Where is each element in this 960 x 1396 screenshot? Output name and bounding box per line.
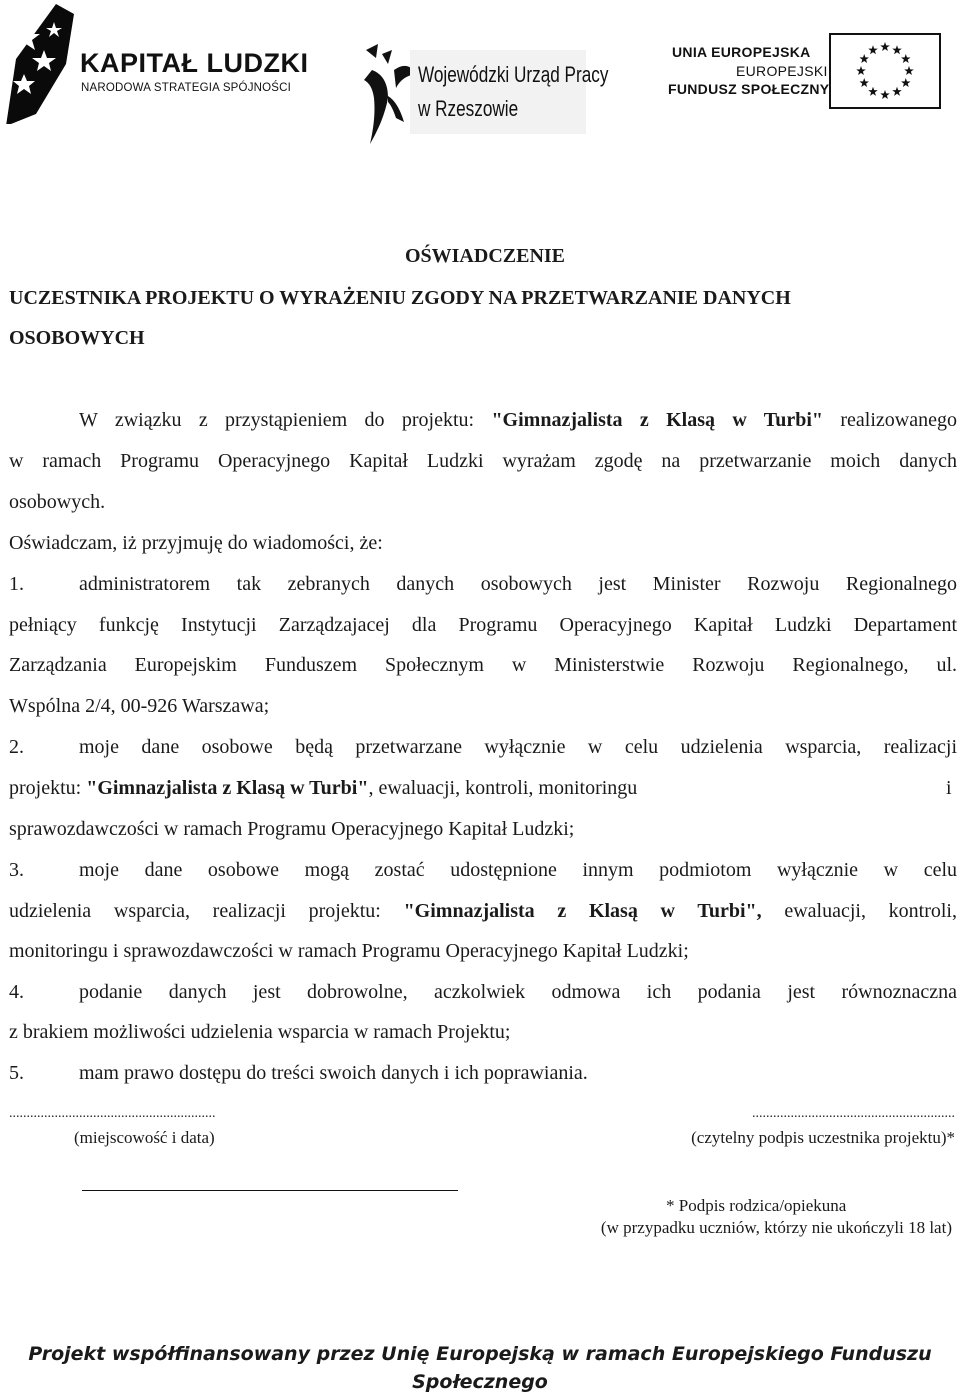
footer-line2: Społecznego (412, 1371, 548, 1393)
item3-text-a: udzielenia wsparcia, realizacji projektu: (9, 900, 404, 922)
intro-line3: osobowych. (9, 491, 106, 513)
item3-line1: moje dane osobowe mogą zostać udostępnione innym podmiotom wyłącznie w celu (79, 859, 957, 881)
ue-subtitle-1: EUROPEJSKI (736, 63, 828, 79)
intro-text-a: W związku z przystąpieniem do projektu: (79, 409, 492, 431)
intro-text-b: realizowanego (823, 409, 957, 431)
item4-number: 4. (9, 981, 24, 1003)
kapital-ludzki-subtitle: NARODOWA STRATEGIA SPÓJNOŚCI (81, 82, 292, 94)
eu-flag-icon (829, 33, 941, 109)
project-name: "Gimnazjalista z Klasą w Turbi" (491, 409, 824, 431)
intro-line2: w ramach Programu Operacyjnego Kapitał Ludzki wyrażam zgodę na przetwarzanie moich danych (9, 450, 957, 472)
item3-number: 3. (9, 859, 24, 881)
item1-line1: administratorem tak zebranych danych osobowych jest Minister Rozwoju Regionalnego (79, 573, 957, 595)
item1-line2: pełniący funkcję Instytucji Zarządzajacej dla Programu Operacyjnego Kapitał Ludzki Departament (9, 614, 957, 636)
declaration-lead: Oświadczam, iż przyjmuję do wiadomości, że: (9, 532, 383, 554)
kapital-ludzki-emblem-icon (6, 4, 76, 124)
footnote-divider (82, 1190, 458, 1191)
document-subtitle-line2: OSOBOWYCH (9, 327, 145, 349)
item2-line1: moje dane osobowe będą przetwarzane wyłącznie w celu udzielenia wsparcia, realizacji (79, 736, 957, 758)
document-title: OŚWIADCZENIE (404, 245, 566, 267)
item2-text-b: , ewaluacji, kontroli, monitoringu (368, 777, 638, 799)
intro-line1 (79, 409, 957, 432)
item1-line3: Zarządzania Europejskim Funduszem Społecznym w Ministerstwie Rozwoju Regionalnego, ul. (9, 654, 957, 676)
item2-line3: sprawozdawczości w ramach Programu Operacyjnego Kapitał Ludzki; (9, 818, 575, 840)
place-date-line: ........................................................... (9, 1106, 216, 1121)
item4-line2: z brakiem możliwości udzielenia wsparcia w ramach Projektu; (9, 1021, 511, 1043)
project-name: "Gimnazjalista z Klasą w Turbi", (403, 900, 762, 922)
item3-line2 (9, 900, 957, 923)
age-note: (w przypadku uczniów, którzy nie ukończyli 18 lat) (600, 1218, 952, 1237)
item1-line4: Wspólna 2/4, 00-926 Warszawa; (9, 695, 270, 717)
kapital-ludzki-title: KAPITAŁ LUDZKI (80, 48, 309, 78)
item4-line1: podanie danych jest dobrowolne, aczkolwiek odmowa ich podania jest równoznaczna (79, 981, 957, 1003)
item2-text-a: projektu: (9, 777, 87, 799)
item3-text-b: ewaluacji, kontroli, (761, 900, 957, 922)
place-date-label: (miejscowość i data) (74, 1128, 215, 1147)
item5-line1: mam prawo dostępu do treści swoich danych i ich poprawiania. (79, 1062, 588, 1084)
project-name: "Gimnazjalista z Klasą w Turbi" (86, 777, 369, 799)
item1-number: 1. (9, 573, 24, 595)
ue-title: UNIA EUROPEJSKA (672, 44, 811, 60)
signature-label: (czytelny podpis uczestnika projektu)* (691, 1128, 955, 1147)
footer-line1: Projekt współfinansowany przez Unię Europejską w ramach Europejskiego Funduszu (28, 1343, 932, 1365)
item2-line2-end: i (946, 777, 952, 799)
item2-line2 (9, 777, 637, 800)
item5-number: 5. (9, 1062, 24, 1084)
document-subtitle-line1: UCZESTNIKA PROJEKTU O WYRAŻENIU ZGODY NA PRZETWARZANIE DANYCH (9, 287, 791, 309)
item3-line3: monitoringu i sprawozdawczości w ramach Programu Operacyjnego Kapitał Ludzki; (9, 940, 689, 962)
wup-title-line1: Wojewódzki Urząd Pracy (418, 62, 609, 87)
item2-number: 2. (9, 736, 24, 758)
wup-title-line2: w Rzeszowie (418, 96, 519, 121)
signature-line: .......................................................... (752, 1106, 955, 1121)
ue-subtitle-2: FUNDUSZ SPOŁECZNY (668, 81, 830, 97)
parent-signature-note: * Podpis rodzica/opiekuna (666, 1196, 847, 1215)
cofinancing-footer (0, 1340, 960, 1396)
